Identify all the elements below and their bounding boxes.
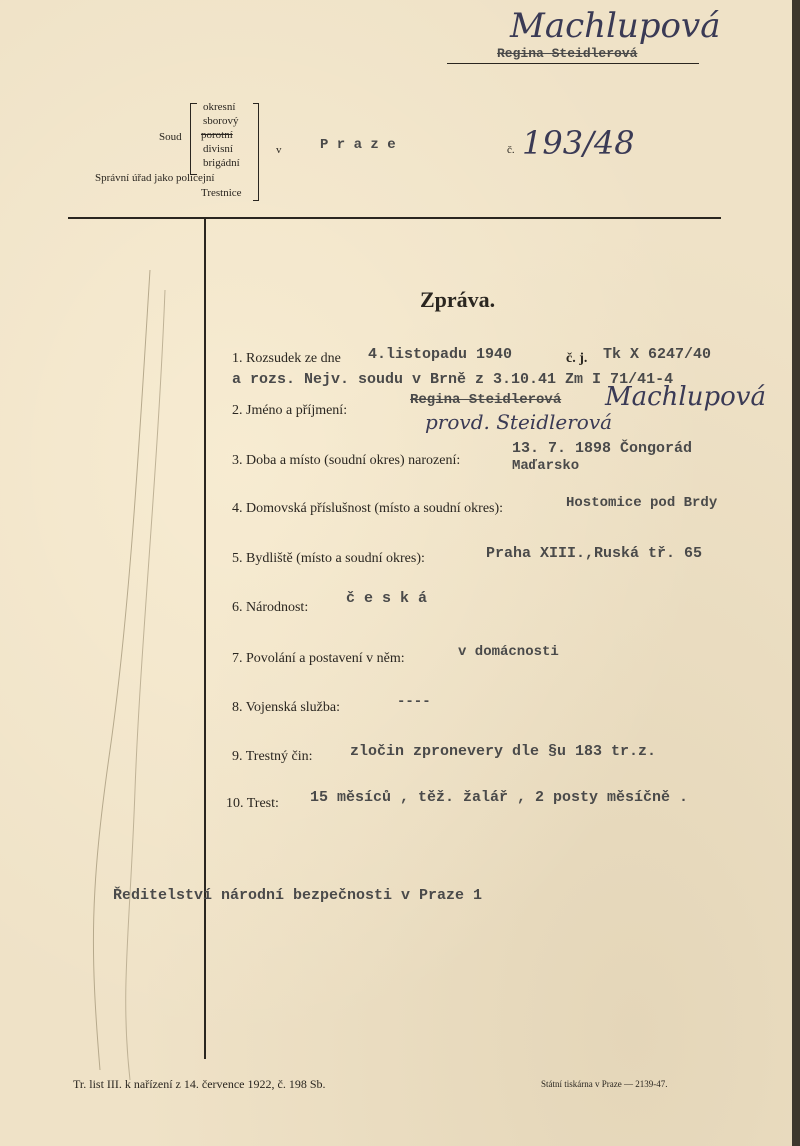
item-1-label: 1. Rozsudek ze dne bbox=[232, 351, 341, 366]
court-place: P r a z e bbox=[320, 137, 396, 153]
court-trestnice: Trestnice bbox=[201, 187, 242, 199]
item-10-value: 15 měsíců , těž. žalář , 2 posty měsíčně . bbox=[310, 789, 689, 806]
surname-handwritten: Machlupová bbox=[510, 6, 721, 46]
item-5-value: Praha XIII.,Ruská tř. 65 bbox=[486, 545, 703, 562]
court-soud-label: Soud bbox=[159, 131, 182, 143]
margin-pencil-marks bbox=[40, 230, 240, 1090]
header-rule-top bbox=[447, 63, 699, 64]
item-4-value: Hostomice pod Brdy bbox=[566, 495, 718, 511]
item-8-label: 8. Vojenská služba: bbox=[232, 700, 340, 715]
court-type-sborovy: sborový bbox=[203, 115, 239, 127]
item-1-ref: Tk X 6247/40 bbox=[603, 346, 712, 363]
item-1-date: 4.listopadu 1940 bbox=[368, 346, 513, 363]
court-type-brigadni: brigádní bbox=[203, 157, 240, 169]
header-rule bbox=[68, 217, 721, 219]
court-type-porotni: porotní bbox=[201, 129, 233, 141]
item-3-birth-country: Maďarsko bbox=[512, 458, 580, 474]
item-3-birth: 13. 7. 1898 Čongorád bbox=[512, 440, 693, 457]
item-2-label: 2. Jméno a příjmení: bbox=[232, 403, 348, 418]
item-8-value: ---- bbox=[397, 694, 431, 710]
item-1-cj: č. j. bbox=[566, 351, 588, 366]
footer-form-reference: Tr. list III. k nařízení z 14. července 1922, č. 198 Sb. bbox=[73, 1077, 326, 1091]
surname-typed: Regina Steidlerová bbox=[497, 46, 638, 61]
item-6-label: 6. Národnost: bbox=[232, 600, 309, 615]
item-10-label: 10. Trest: bbox=[226, 796, 279, 811]
item-5-label: 5. Bydliště (místo a soudní okres): bbox=[232, 551, 425, 566]
item-2-handwritten-maiden: provd. Steidlerová bbox=[425, 410, 613, 434]
document-title: Zpráva. bbox=[420, 287, 496, 312]
item-3-label: 3. Doba a místo (soudní okres) narození: bbox=[232, 453, 461, 468]
court-brace-right bbox=[253, 103, 259, 201]
court-cislo-label: č. bbox=[507, 144, 515, 156]
item-7-value: v domácnosti bbox=[458, 644, 559, 660]
court-v-label: v bbox=[276, 144, 282, 156]
court-type-okresni: okresní bbox=[203, 101, 236, 113]
court-cislo-value: 193/48 bbox=[522, 124, 635, 162]
item-6-value: č e s k á bbox=[346, 590, 428, 607]
item-9-value: zločin zpronevery dle §u 183 tr.z. bbox=[350, 743, 657, 760]
item-4-label: 4. Domovská příslušnost (místo a soudní okres): bbox=[232, 501, 504, 516]
item-1-line2: a rozs. Nejv. soudu v Brně z 3.10.41 Zm I 71/41-4 bbox=[232, 371, 674, 388]
item-2-typed-name: Regina Steidlerová bbox=[410, 392, 562, 408]
scan-edge bbox=[792, 0, 800, 1146]
footer-printer: Státní tiskárna v Praze — 2139-47. bbox=[541, 1079, 668, 1089]
court-type-divisni: divisní bbox=[203, 143, 233, 155]
court-spravni-urad: Správní úřad jako policejní bbox=[95, 172, 215, 184]
addressee: Ředitelství národní bezpečnosti v Praze 1 bbox=[113, 887, 483, 904]
court-brace-left bbox=[190, 103, 197, 175]
item-7-label: 7. Povolání a postavení v něm: bbox=[232, 651, 405, 666]
item-2-handwritten-surname: Machlupová bbox=[605, 382, 766, 412]
item-9-label: 9. Trestný čin: bbox=[232, 749, 313, 764]
